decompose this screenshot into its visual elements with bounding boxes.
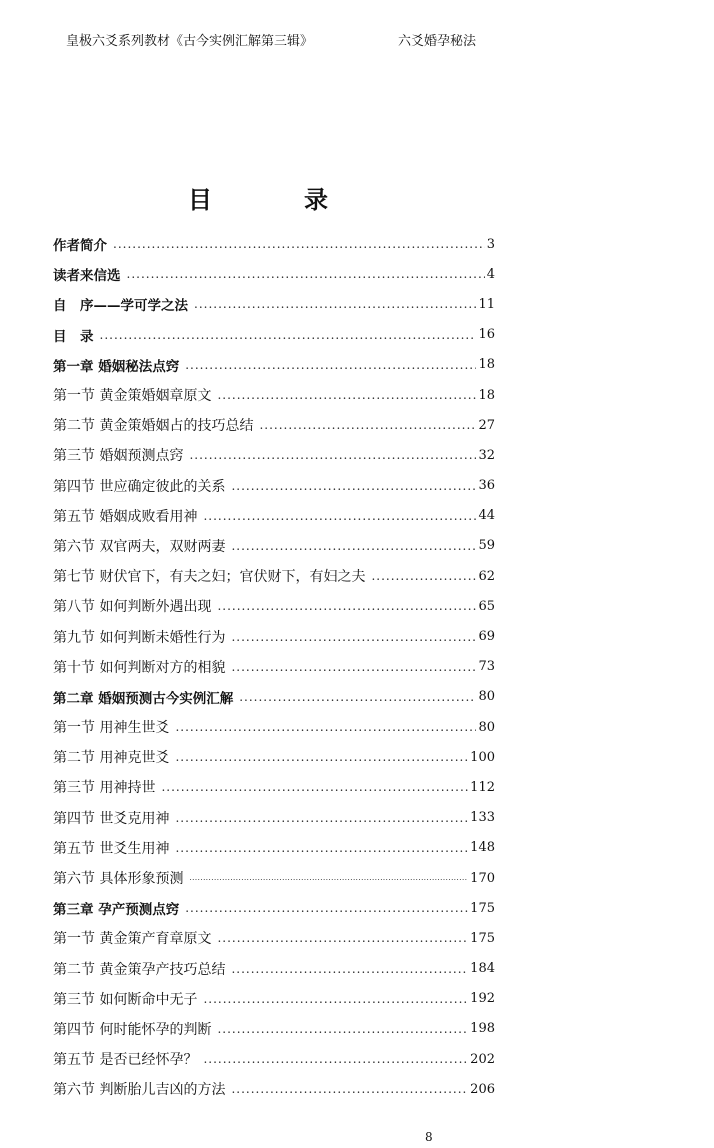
toc-entry	[53, 350, 495, 380]
toc-dot-leader	[175, 841, 468, 855]
toc-entry-page: 112	[470, 779, 495, 795]
toc-entry	[53, 923, 495, 953]
toc-heading	[188, 180, 328, 215]
toc-entry	[53, 833, 495, 863]
toc-entry	[53, 1044, 495, 1074]
toc-dot-leader	[175, 720, 476, 734]
toc-entry-page: 100	[470, 749, 495, 765]
toc-dot-leader	[175, 750, 468, 764]
toc-dot-leader	[203, 1052, 468, 1066]
toc-entry-label: 第七节 财伏官下，有夫之妇；官伏财下，有妇之夫	[53, 569, 366, 586]
toc-entry-label: 读者来信选	[53, 268, 121, 285]
toc-entry	[53, 621, 495, 651]
toc-entry	[53, 440, 495, 470]
toc-entry	[53, 682, 495, 712]
toc-dot-leader	[203, 509, 476, 523]
toc-dot-leader	[371, 569, 476, 583]
toc-entry-label: 第六节 判断胎儿吉凶的方法	[53, 1082, 226, 1099]
toc-entry	[53, 410, 495, 440]
toc-dot-leader	[203, 992, 468, 1006]
toc-dot-leader	[185, 358, 476, 372]
toc-entry-label: 第二节 用神克世爻	[53, 750, 170, 767]
toc-entry-page: 59	[478, 538, 495, 554]
toc-entry-label: 第三节 如何断命中无子	[53, 991, 198, 1008]
toc-entry-label: 第六节 双官两夫，双财两妻	[53, 538, 226, 555]
toc-dot-leader	[231, 479, 476, 493]
toc-entry-label: 第二节 黄金策婚姻占的技巧总结	[53, 418, 254, 435]
toc-dot-leader	[189, 874, 468, 882]
toc-entry-label: 第五节 世爻生用神	[53, 840, 170, 857]
toc-entry	[53, 1014, 495, 1044]
page-number: 8	[425, 1130, 433, 1144]
toc-entry	[53, 531, 495, 561]
toc-entry-page: 62	[478, 568, 495, 584]
toc-entry-page: 73	[478, 659, 495, 675]
toc-entry-page: 65	[478, 598, 495, 614]
toc-entry-page: 11	[478, 296, 495, 312]
toc-entry	[53, 380, 495, 410]
toc-entry	[53, 772, 495, 802]
toc-entry	[53, 742, 495, 772]
toc-entry-label: 第五节 婚姻成败看用神	[53, 508, 198, 525]
toc-entry-label: 第三节 用神持世	[53, 780, 156, 797]
toc-entry	[53, 591, 495, 621]
toc-entry	[53, 229, 495, 259]
toc-dot-leader	[217, 599, 476, 613]
toc-entry-page: 36	[478, 478, 495, 494]
toc-entry-page: 80	[478, 719, 495, 735]
toc-dot-leader	[231, 539, 476, 553]
toc-entry-label: 第一节 黄金策婚姻章原文	[53, 388, 212, 405]
toc-entry-page: 16	[478, 327, 495, 343]
toc-dot-leader	[217, 1022, 468, 1036]
toc-entry	[53, 501, 495, 531]
toc-entry	[53, 893, 495, 923]
toc-entry-label: 目 录	[53, 328, 94, 345]
toc-entry	[53, 561, 495, 591]
toc-entry	[53, 954, 495, 984]
toc-entry-page: 206	[470, 1081, 495, 1097]
toc-entry-label: 第三章 孕产预测点窍	[53, 902, 180, 919]
series-title: 皇极六爻系列教材《古今实例汇解第三辑》	[66, 34, 314, 49]
toc-entry	[53, 289, 495, 319]
toc-dot-leader	[217, 931, 468, 945]
toc-dot-leader	[231, 1082, 468, 1096]
toc-entry-label: 第四节 世爻克用神	[53, 810, 170, 827]
toc-entry-label: 第九节 如何判断未婚性行为	[53, 629, 226, 646]
toc-entry-label: 第三节 婚姻预测点窍	[53, 448, 184, 465]
toc-entry-page: 192	[470, 991, 495, 1007]
toc-entry-label: 第一章 婚姻秘法点窍	[53, 358, 180, 375]
toc-entry-page: 148	[470, 840, 495, 856]
toc-entry-label: 作者简介	[53, 238, 107, 255]
toc-entry-page: 202	[470, 1051, 495, 1067]
toc-entry-page: 175	[470, 900, 495, 916]
toc-entry-page: 3	[486, 236, 495, 252]
toc-dot-leader	[185, 901, 468, 915]
toc-entry-page: 170	[470, 870, 495, 886]
toc-dot-leader	[113, 237, 485, 251]
toc-entry-label: 自 序——学可学之法	[53, 298, 188, 315]
toc-entry-page: 184	[470, 961, 495, 977]
page-header	[0, 30, 714, 50]
toc-dot-leader	[189, 448, 476, 462]
toc-dot-leader	[231, 630, 476, 644]
toc-dot-leader	[175, 811, 468, 825]
toc-heading-char-1: 目	[188, 186, 212, 214]
toc-dot-leader	[239, 690, 476, 704]
toc-entry	[53, 471, 495, 501]
toc-dot-leader	[231, 962, 468, 976]
toc-entry-label: 第二章 婚姻预测古今实例汇解	[53, 690, 234, 707]
book-title: 六爻婚孕秘法	[398, 34, 477, 49]
toc-dot-leader	[100, 328, 477, 342]
table-of-contents	[53, 229, 495, 1104]
toc-entry-page: 198	[470, 1021, 495, 1037]
toc-entry-page: 175	[470, 930, 495, 946]
toc-entry-page: 18	[478, 387, 495, 403]
toc-entry-page: 18	[478, 357, 495, 373]
toc-entry	[53, 652, 495, 682]
toc-dot-leader	[161, 780, 468, 794]
toc-entry-label: 第十节 如何判断对方的相貌	[53, 659, 226, 676]
toc-entry-page: 44	[478, 508, 495, 524]
toc-entry-label: 第一节 用神生世爻	[53, 720, 170, 737]
toc-dot-leader	[231, 660, 476, 674]
toc-entry-label: 第二节 黄金策孕产技巧总结	[53, 961, 226, 978]
toc-entry-label: 第五节 是否已经怀孕？	[53, 1052, 198, 1069]
toc-dot-leader	[217, 388, 476, 402]
toc-heading-char-2: 录	[304, 186, 328, 214]
toc-entry	[53, 712, 495, 742]
toc-entry	[53, 1074, 495, 1104]
toc-entry-page: 32	[478, 447, 495, 463]
toc-entry-page: 27	[478, 417, 495, 433]
toc-entry-label: 第四节 何时能怀孕的判断	[53, 1021, 212, 1038]
toc-entry-page: 133	[470, 810, 495, 826]
toc-entry-page: 4	[486, 266, 495, 282]
toc-entry-label: 第一节 黄金策产育章原文	[53, 931, 212, 948]
toc-entry	[53, 259, 495, 289]
toc-entry	[53, 984, 495, 1014]
toc-dot-leader	[194, 297, 476, 311]
toc-entry-page: 80	[478, 689, 495, 705]
toc-dot-leader	[127, 267, 485, 281]
toc-entry	[53, 803, 495, 833]
toc-entry-label: 第六节 具体形象预测	[53, 871, 184, 888]
toc-dot-leader	[259, 418, 476, 432]
toc-entry	[53, 863, 495, 893]
toc-entry-label: 第四节 世应确定彼此的关系	[53, 478, 226, 495]
toc-entry-label: 第八节 如何判断外遇出现	[53, 599, 212, 616]
toc-entry	[53, 320, 495, 350]
toc-entry-page: 69	[478, 629, 495, 645]
